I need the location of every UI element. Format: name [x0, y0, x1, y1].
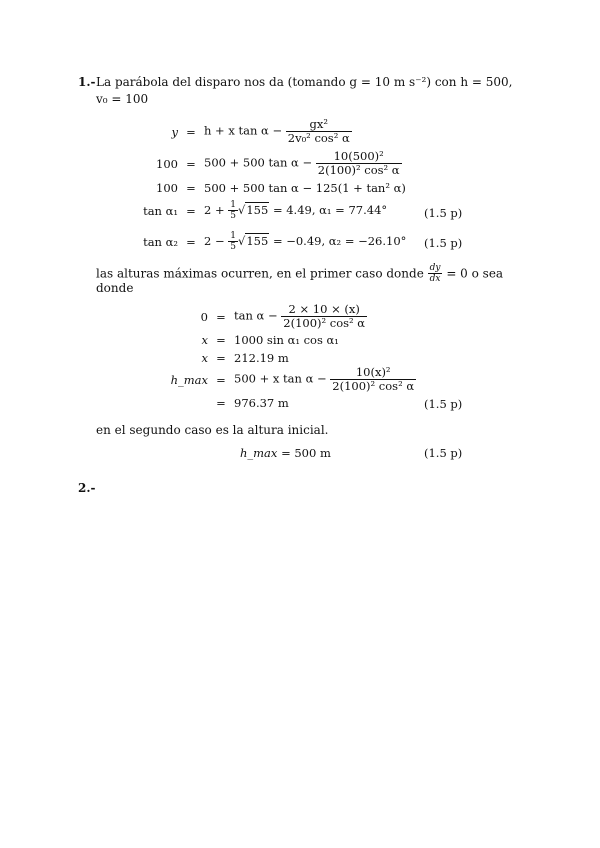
fraction-numerator: 1: [230, 200, 236, 210]
fraction-denominator: 5: [230, 242, 236, 253]
equation-rhs-suffix: = 4.49, α₁ = 77.44°: [272, 202, 388, 217]
points-tag: (1.5 p): [424, 446, 463, 460]
equation-1-3: [118, 181, 464, 195]
fraction-denominator: 5: [230, 211, 236, 222]
equation-rhs: 2 + $\frac{1}{5}$ √155 = 4.49, α₁ = 77.44°: [204, 200, 388, 222]
equation-rhs: = 500 m: [281, 446, 331, 460]
fraction-numerator: 2 × 10 × (x): [281, 303, 367, 317]
equation-rhs: 2 − $\frac{1}{5}$ √155 = −0.49, α₂ = −26.10°: [204, 231, 407, 253]
equation-2-2: [148, 333, 494, 347]
equation-rhs: 976.37 m: [234, 396, 289, 410]
fraction-denominator: 2(100)² cos² α: [332, 379, 415, 394]
equation-1-4: [118, 200, 464, 222]
equation-lhs: tan α₁: [143, 203, 178, 218]
equation-3-1: [240, 446, 331, 460]
equation-relation: =: [216, 396, 226, 410]
equation-rhs: 1000 sin α₁ cos α₁: [234, 333, 339, 347]
equation-rhs: 500 + 500 tan α − 125(1 + tan² α): [204, 181, 406, 195]
fraction-numerator: 10(500)²: [316, 150, 402, 164]
equation-rhs: [234, 303, 494, 330]
equation-lhs: tan α₂: [143, 234, 178, 249]
equation-lhs: 0: [200, 309, 208, 324]
equation-relation: =: [186, 181, 196, 195]
fraction: [228, 200, 238, 222]
fraction-denominator: 2v₀² cos² α: [287, 131, 350, 146]
problem-1-number: 1.-: [78, 75, 96, 89]
paragraph-text: las alturas máximas ocurren, en el primer caso donde: [96, 266, 424, 281]
equation-rhs-prefix: 500 + x tan α −: [234, 371, 327, 386]
fraction-numerator: dy: [429, 263, 441, 273]
fraction-numerator: gx²: [286, 118, 352, 132]
fraction: [330, 366, 416, 393]
problem-1-intro-line-1: La parábola del disparo nos da (tomando g = 10 m s⁻²) con h = 500,: [96, 75, 513, 89]
fraction-numerator: 10(x)²: [330, 366, 416, 380]
equation-1-5: [118, 231, 464, 253]
fraction: [316, 150, 402, 177]
equation-rhs-prefix: 2 −: [204, 233, 225, 248]
equation-rhs-prefix: 500 + 500 tan α −: [204, 155, 313, 170]
paragraph-max-heights-line-2: donde: [96, 281, 134, 295]
equation-lhs: 100: [156, 181, 178, 195]
equation-rhs: [204, 118, 464, 145]
equation-rhs-prefix: 2 +: [204, 202, 225, 217]
fraction-denominator: dx: [429, 274, 441, 285]
points-tag: (1.5 p): [424, 397, 463, 411]
problem-2-number: 2.-: [78, 481, 96, 495]
paragraph-text: = 0 o sea: [446, 266, 504, 281]
equation-rhs-suffix: = −0.49, α₂ = −26.10°: [272, 233, 407, 248]
points-tag: (1.5 p): [424, 206, 463, 220]
equation-rhs: [204, 150, 464, 177]
square-root-radicand: 155: [246, 233, 269, 248]
equation-rhs: 212.19 m: [234, 351, 289, 365]
fraction-denominator: 2(100)² cos² α: [283, 316, 366, 331]
fraction: [228, 231, 238, 253]
equation-relation: =: [216, 351, 226, 365]
fraction-numerator: 1: [230, 231, 236, 241]
equation-1-1: [118, 118, 464, 145]
fraction: [286, 118, 352, 145]
equation-lhs: h_max: [240, 446, 278, 460]
derivative-fraction: [428, 263, 443, 285]
equation-rhs-prefix: tan α −: [234, 308, 278, 323]
equation-relation: =: [186, 124, 196, 139]
equation-lhs: y: [171, 124, 178, 139]
equation-2-4: [148, 366, 494, 393]
points-tag: (1.5 p): [424, 236, 463, 250]
equation-lhs: 100: [156, 156, 178, 171]
paragraph-max-heights: [96, 263, 503, 285]
equation-1-2: [118, 150, 464, 177]
equation-relation: =: [186, 203, 196, 218]
equation-lhs: x: [201, 351, 208, 365]
equation-relation: =: [216, 333, 226, 347]
equation-relation: =: [216, 309, 226, 324]
equation-relation: =: [186, 234, 196, 249]
equation-rhs: [234, 366, 494, 393]
fraction: [281, 303, 367, 330]
equation-lhs: h_max: [170, 372, 208, 387]
equation-relation: =: [186, 156, 196, 171]
equation-relation: =: [216, 372, 226, 387]
paragraph-second-case: en el segundo caso es la altura inicial.: [96, 423, 329, 437]
square-root-radicand: 155: [246, 202, 269, 217]
problem-1-intro-line-2: v₀ = 100: [96, 92, 149, 106]
equation-2-1: [148, 303, 494, 330]
fraction-denominator: 2(100)² cos² α: [317, 163, 400, 178]
equation-rhs-prefix: h + x tan α −: [204, 123, 283, 138]
equation-2-3: [148, 351, 494, 365]
equation-lhs: x: [201, 333, 208, 347]
